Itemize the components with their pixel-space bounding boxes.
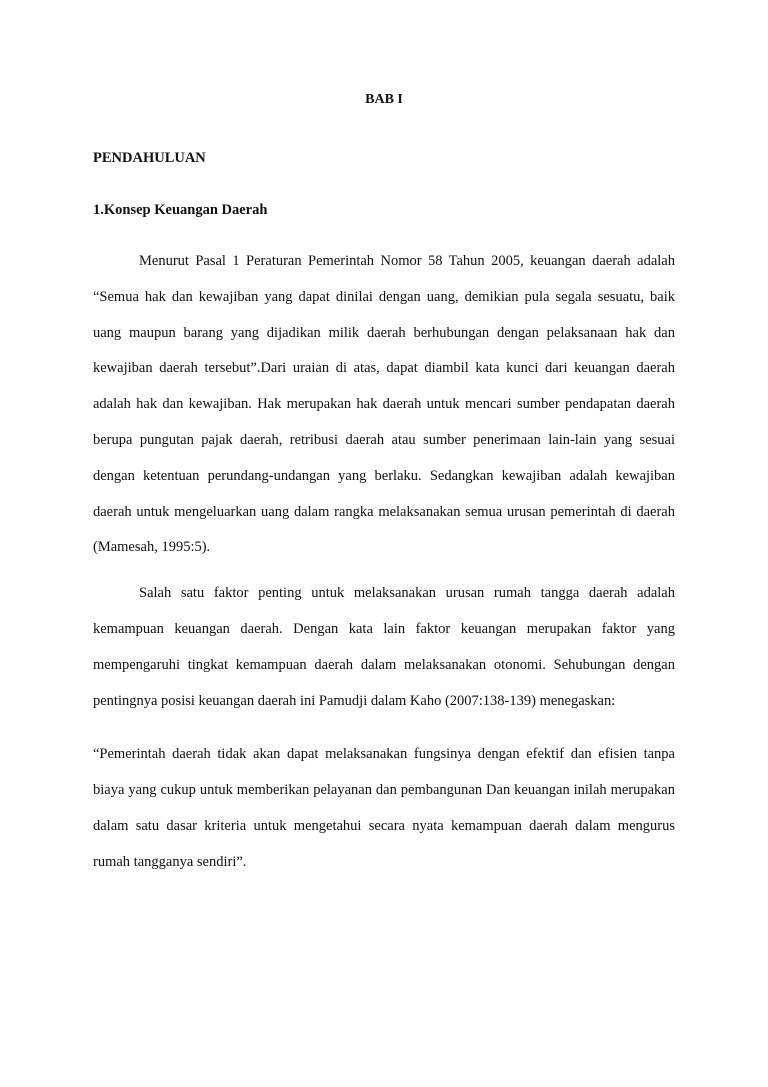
page-content [93, 88, 675, 891]
paragraph-financial-capacity: Salah satu faktor penting untuk melaksanakan urusan rumah tangga daerah adalah kemampuan keuangan daerah. Dengan kata lain faktor keuangan merupakan faktor yang mempengaruhi tingkat kemampuan daerah dalam melaksanakan otonomi. Sehubungan dengan pentingnya posisi keuangan daerah ini Pamudji dalam Kaho (2007:138-139) menegaskan: [93, 585, 675, 709]
section-heading: PENDAHULUAN [93, 150, 206, 166]
paragraph-definition: Menurut Pasal 1 Peraturan Pemerintah Nomor 58 Tahun 2005, keuangan daerah adalah “Semua hak dan kewajiban yang dapat dinilai dengan uang, demikian pula segala sesuatu, baik uang maupun barang yang dijadikan milik daerah berhubungan dengan pelaksanaan hak dan kewajiban daerah tersebut”.Dari uraian di atas, dapat diambil kata kunci dari keuangan daerah adalah hak dan kewajiban. Hak merupakan hak daerah untuk mencari sumber pendapatan daerah berupa pungutan pajak daerah, retribusi daerah atau sumber penerimaan lain-lain yang sesuai dengan ketentuan perundang-undangan yang berlaku. Sedangkan kewajiban adalah kewajiban daerah untuk mengeluarkan uang dalam rangka melaksanakan semua urusan pemerintah di daerah (Mamesah, 1995:5). [93, 253, 675, 556]
chapter-title: BAB I [365, 92, 403, 107]
paragraph-quote: “Pemerintah daerah tidak akan dapat melaksanakan fungsinya dengan efektif dan efisien tanpa biaya yang cukup untuk memberikan pelayanan dan pembangunan Dan keuangan inilah merupakan dalam satu dasar kriteria untuk mengetahui secara nyata kemampuan daerah dalam mengurus rumah tangganya sendiri”. [93, 746, 675, 870]
subsection-heading: 1.Konsep Keuangan Daerah [93, 202, 268, 218]
